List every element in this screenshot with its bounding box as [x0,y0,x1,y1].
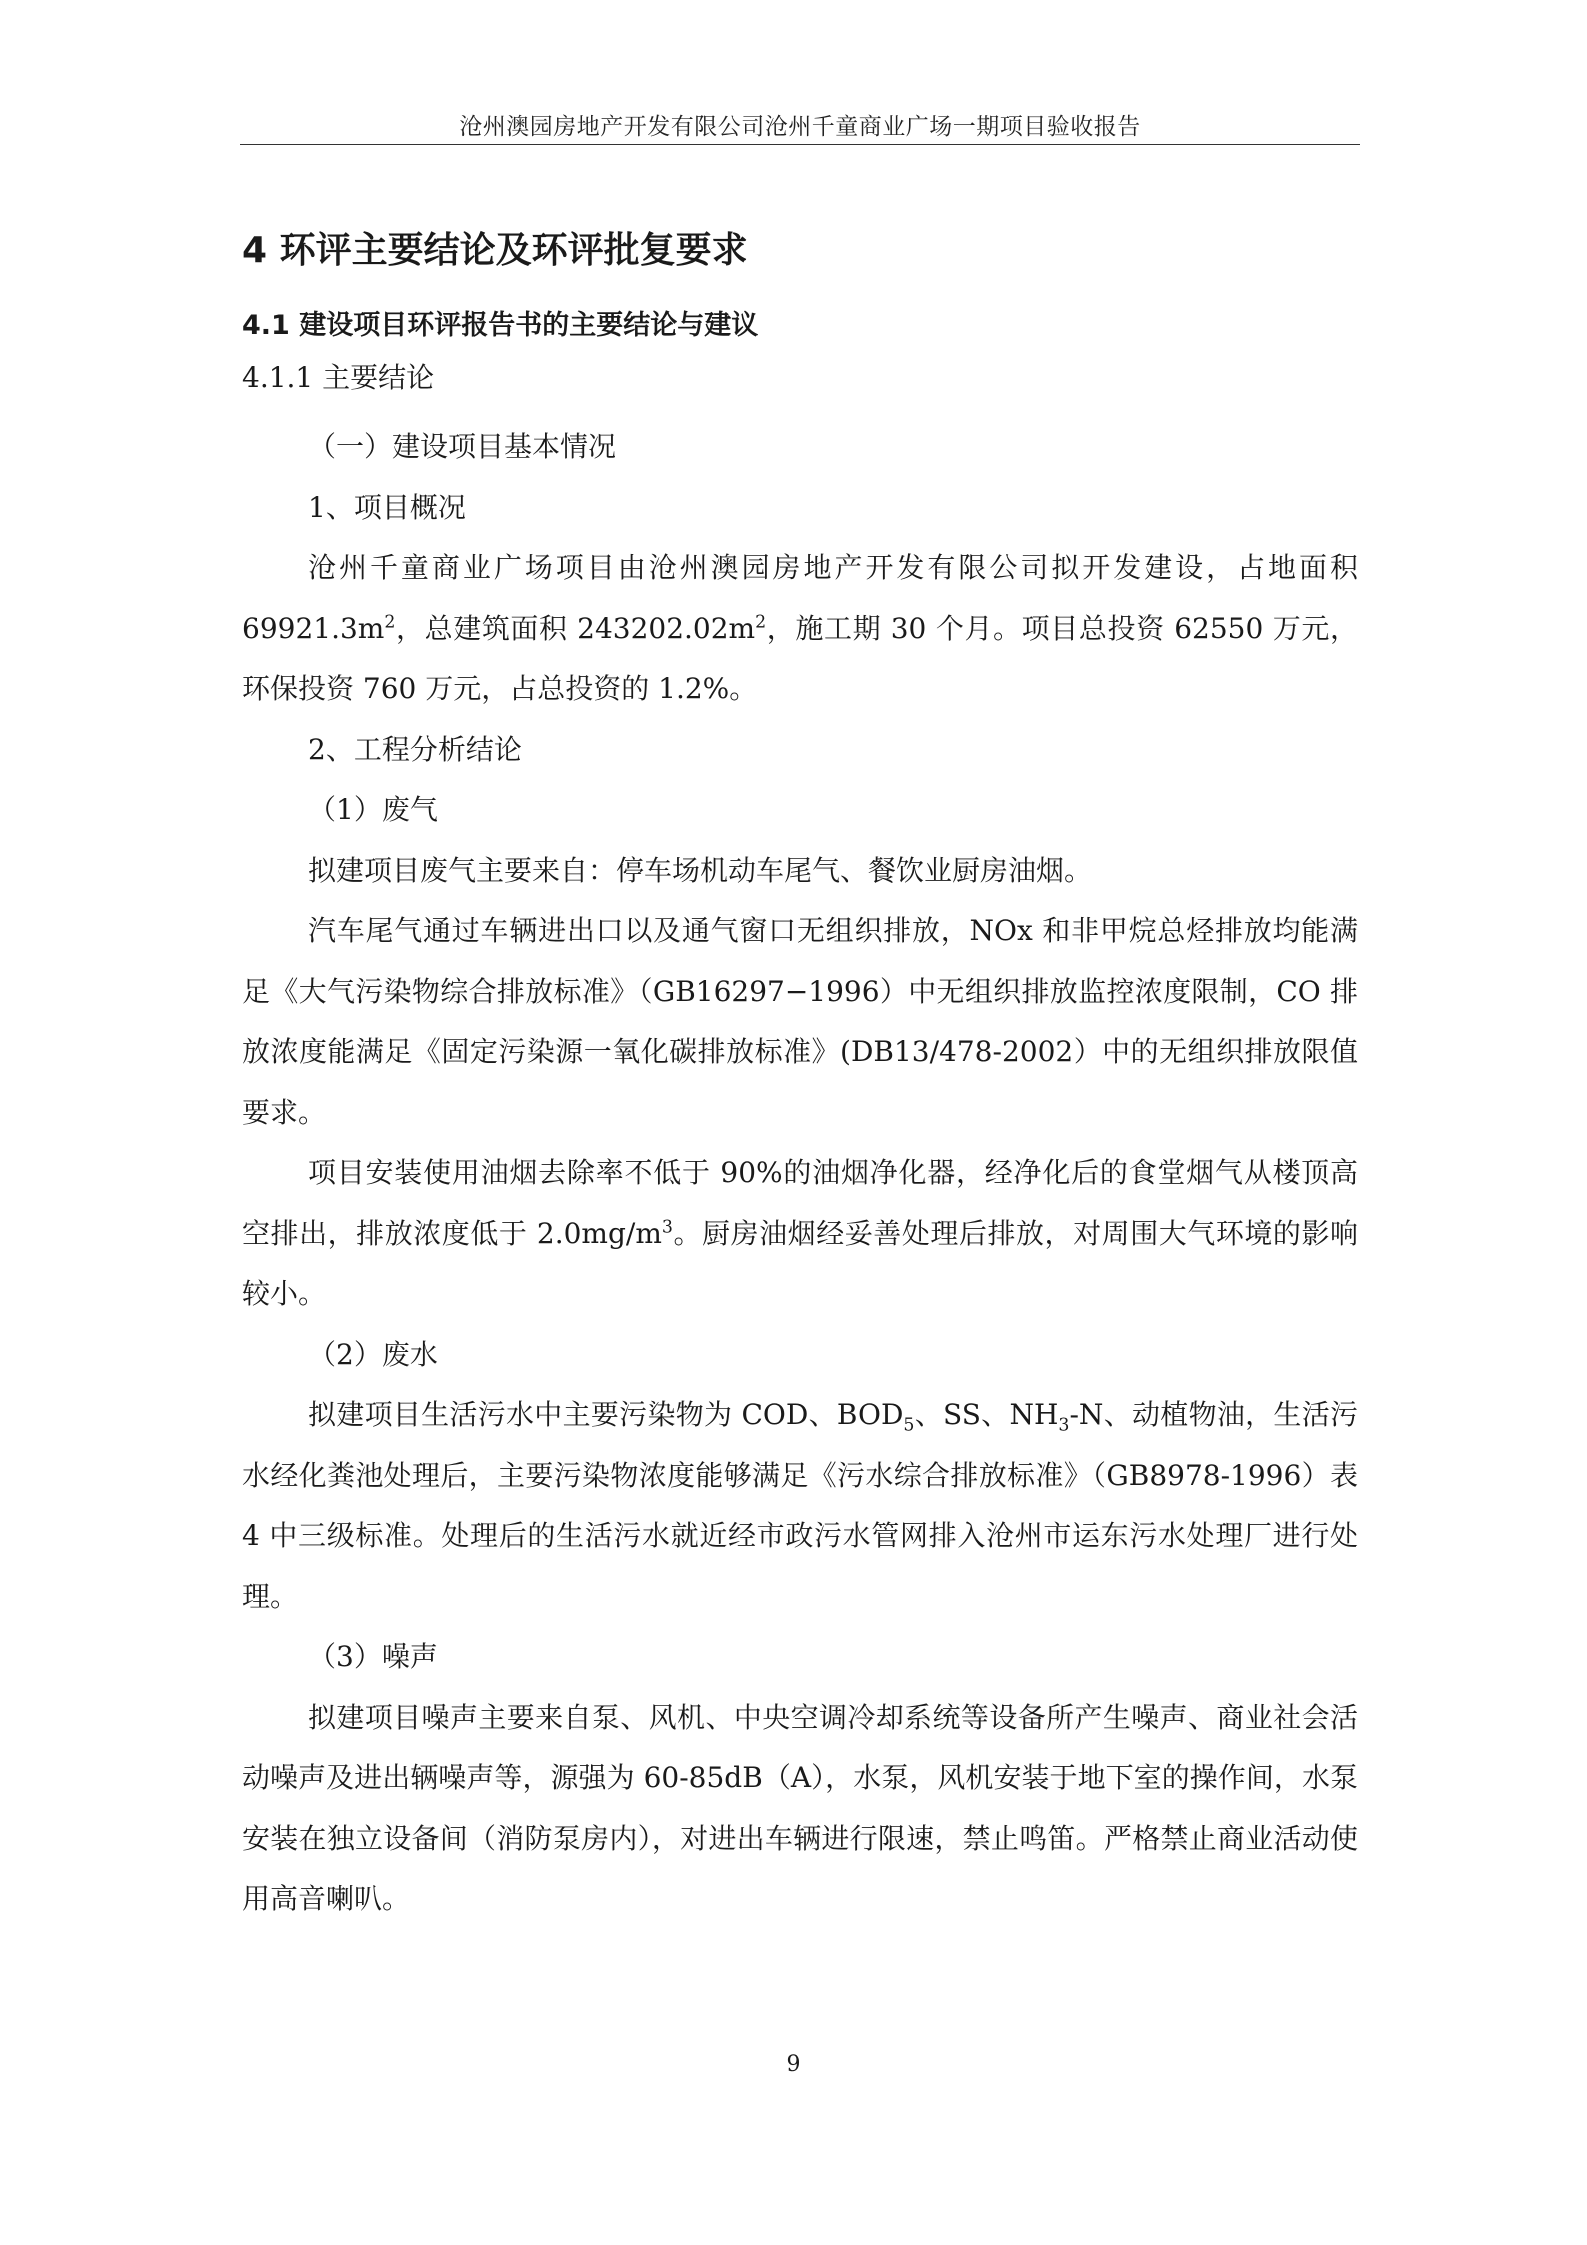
header-rule [240,144,1360,145]
paragraph-overview-heading: 1、项目概况 [308,490,466,524]
paragraph-waste-water-heading: （2）废水 [308,1337,438,1371]
paragraph-waste-water [242,1385,1358,1627]
text-run: 拟建项目生活污水中主要污染物为 COD、BOD [308,1398,904,1431]
text-run: ，总建筑面积 243202.02m [395,611,756,645]
document-body [242,226,1358,1930]
superscript: 2 [384,612,396,633]
subsection-heading: 4.1 建设项目环评报告书的主要结论与建议 [242,310,759,341]
paragraph-waste-gas-source: 拟建项目废气主要来自：停车场机动车尾气、餐饮业厨房油烟。 [308,853,1093,887]
paragraph-noise: 拟建项目噪声主要来自泵、风机、中央空调冷却系统等设备所产生噪声、商业社会活动噪声及进出辆噪声等，源强为 60-85dB（A），水泵，风机安装于地下室的操作间，水泵安装在独立设备间（消防泵房内），对进出车辆进行限速，禁止鸣笛。严格禁止商业活动使用高音喇叭。 [242,1700,1358,1915]
paragraph-waste-gas-heading: （1）废气 [308,793,438,826]
text-run: 。厨房油烟经妥善处理后排放，对周围大气环境的影响较小。 [242,1216,1359,1310]
page-header: 沧州澳园房地产开发有限公司沧州千童商业广场一期项目验收报告 [459,114,1141,140]
text-run: -N、动植物油，生活污水经化粪池处理后，主要污染物浓度能够满足《污水综合排放标准》（GB8978-1996）表 4 中三级标准。处理后的生活污水就近经市政污水管网排入沧州市运东污水处理厂进行处理。 [242,1398,1359,1613]
text-run: 项目安装使用油烟去除率不低于 90%的油烟净化器，经净化后的食堂烟气从楼顶高空排出，排放浓度低于 2.0mg/m [242,1156,1358,1250]
paragraph-analysis-heading: 2、工程分析结论 [308,732,522,766]
superscript: 2 [755,612,767,633]
subscript: 3 [1058,1415,1070,1436]
text-run: 沧州千童商业广场项目由沧州澳园房地产开发有限公司拟开发建设，占地面积 69921.3m [242,551,1358,645]
text-run: 、SS、NH [914,1398,1059,1431]
paragraph-cooking-fume [242,1143,1358,1325]
superscript: 3 [661,1217,673,1238]
page-number: 9 [786,2052,801,2077]
text-run: ，施工期 30 个月。项目总投资 62550 万元，环保投资 760 万元，占总投资的 1.2%。 [242,611,1358,705]
subscript: 5 [903,1415,915,1436]
paragraph-overview [242,538,1358,720]
subsubsection-heading: 4.1.1 主要结论 [242,361,435,394]
paragraph-vehicle-exhaust: 汽车尾气通过车辆进出口以及通气窗口无组织排放，NOx 和非甲烷总烃排放均能满足《大气污染物综合排放标准》（GB16297−1996）中无组织排放监控浓度限制，CO 排放浓度能满足《固定污染源一氧化碳排放标准》(DB13/478-2002）中的无组织排放限值要求。 [242,914,1358,1129]
paragraph-noise-heading: （3）噪声 [308,1640,438,1673]
paragraph-basic-info-heading: （一）建设项目基本情况 [308,430,617,463]
section-heading: 4 环评主要结论及环评批复要求 [242,230,748,271]
